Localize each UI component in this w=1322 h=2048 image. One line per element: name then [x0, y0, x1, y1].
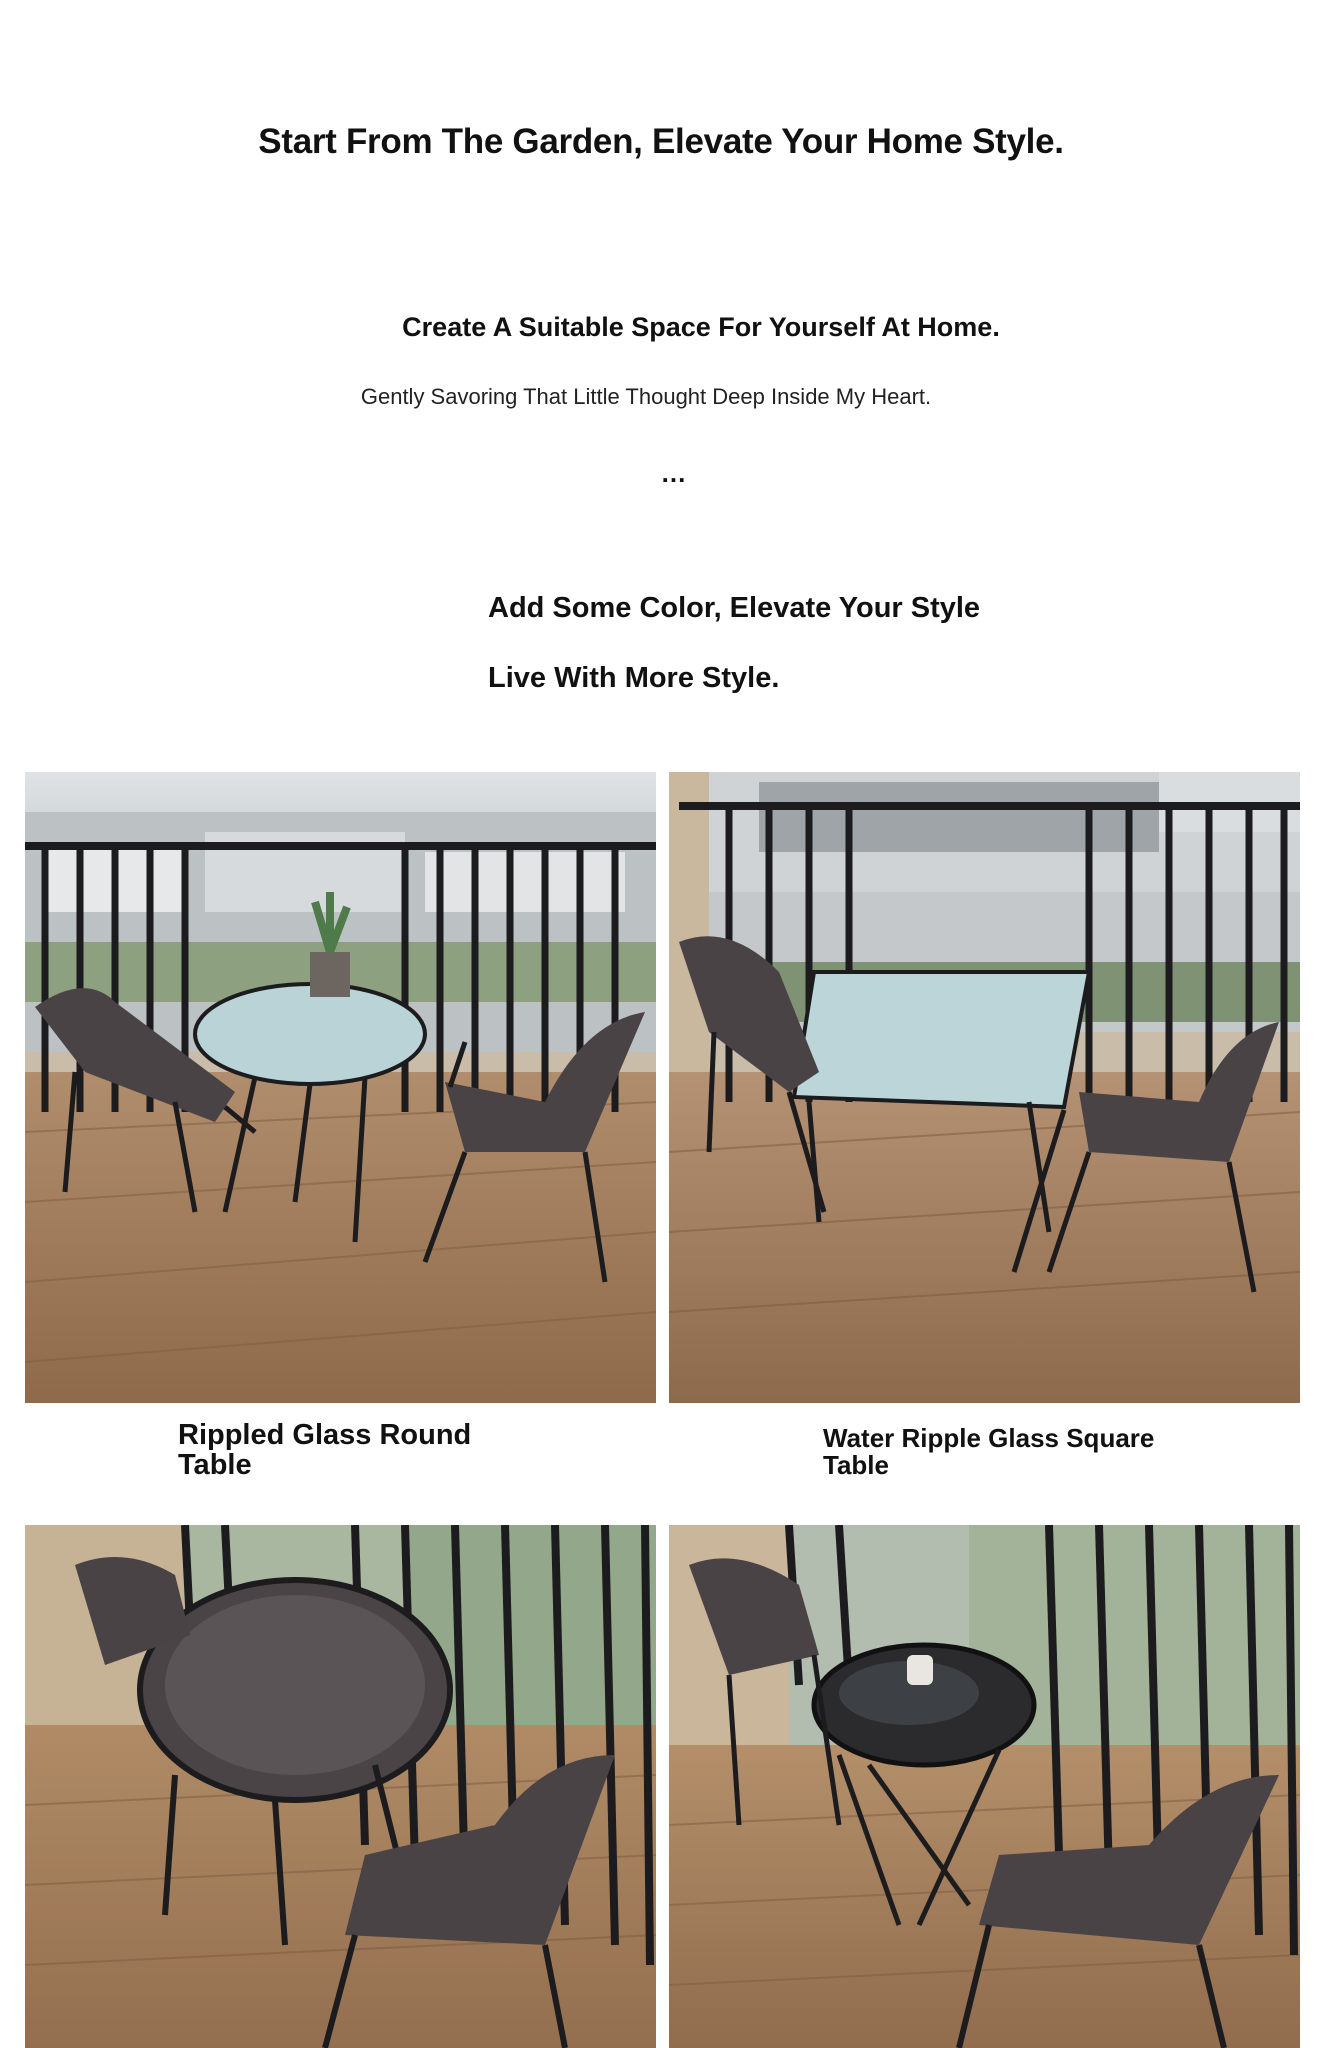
page-headline: Start From The Garden, Elevate Your Home Style. — [258, 122, 1064, 161]
caption-square-glass-table: Water Ripple Glass Square Table — [823, 1423, 1155, 1481]
balcony-square-glass-table-photo — [669, 772, 1300, 1403]
product-photo-folding-round-table — [669, 1525, 1300, 2048]
live-style-heading: Live With More Style. — [488, 662, 780, 694]
product-photo-round-glass-table — [25, 772, 656, 1403]
balcony-round-glass-table-photo — [25, 772, 656, 1403]
balcony-round-mesh-table-photo — [25, 1525, 656, 2048]
color-style-heading: Add Some Color, Elevate Your Style — [488, 592, 981, 624]
product-photo-round-mesh-table — [25, 1525, 656, 2048]
ellipsis-separator: ... — [661, 458, 687, 488]
tagline: Gently Savoring That Little Thought Deep Inside My Heart. — [360, 384, 932, 409]
product-photo-square-glass-table — [669, 772, 1300, 1403]
subheadline: Create A Suitable Space For Yourself At Home. — [402, 312, 1000, 342]
balcony-folding-round-table-photo — [669, 1525, 1300, 2048]
caption-round-glass-table: Rippled Glass Round Table — [178, 1419, 472, 1482]
